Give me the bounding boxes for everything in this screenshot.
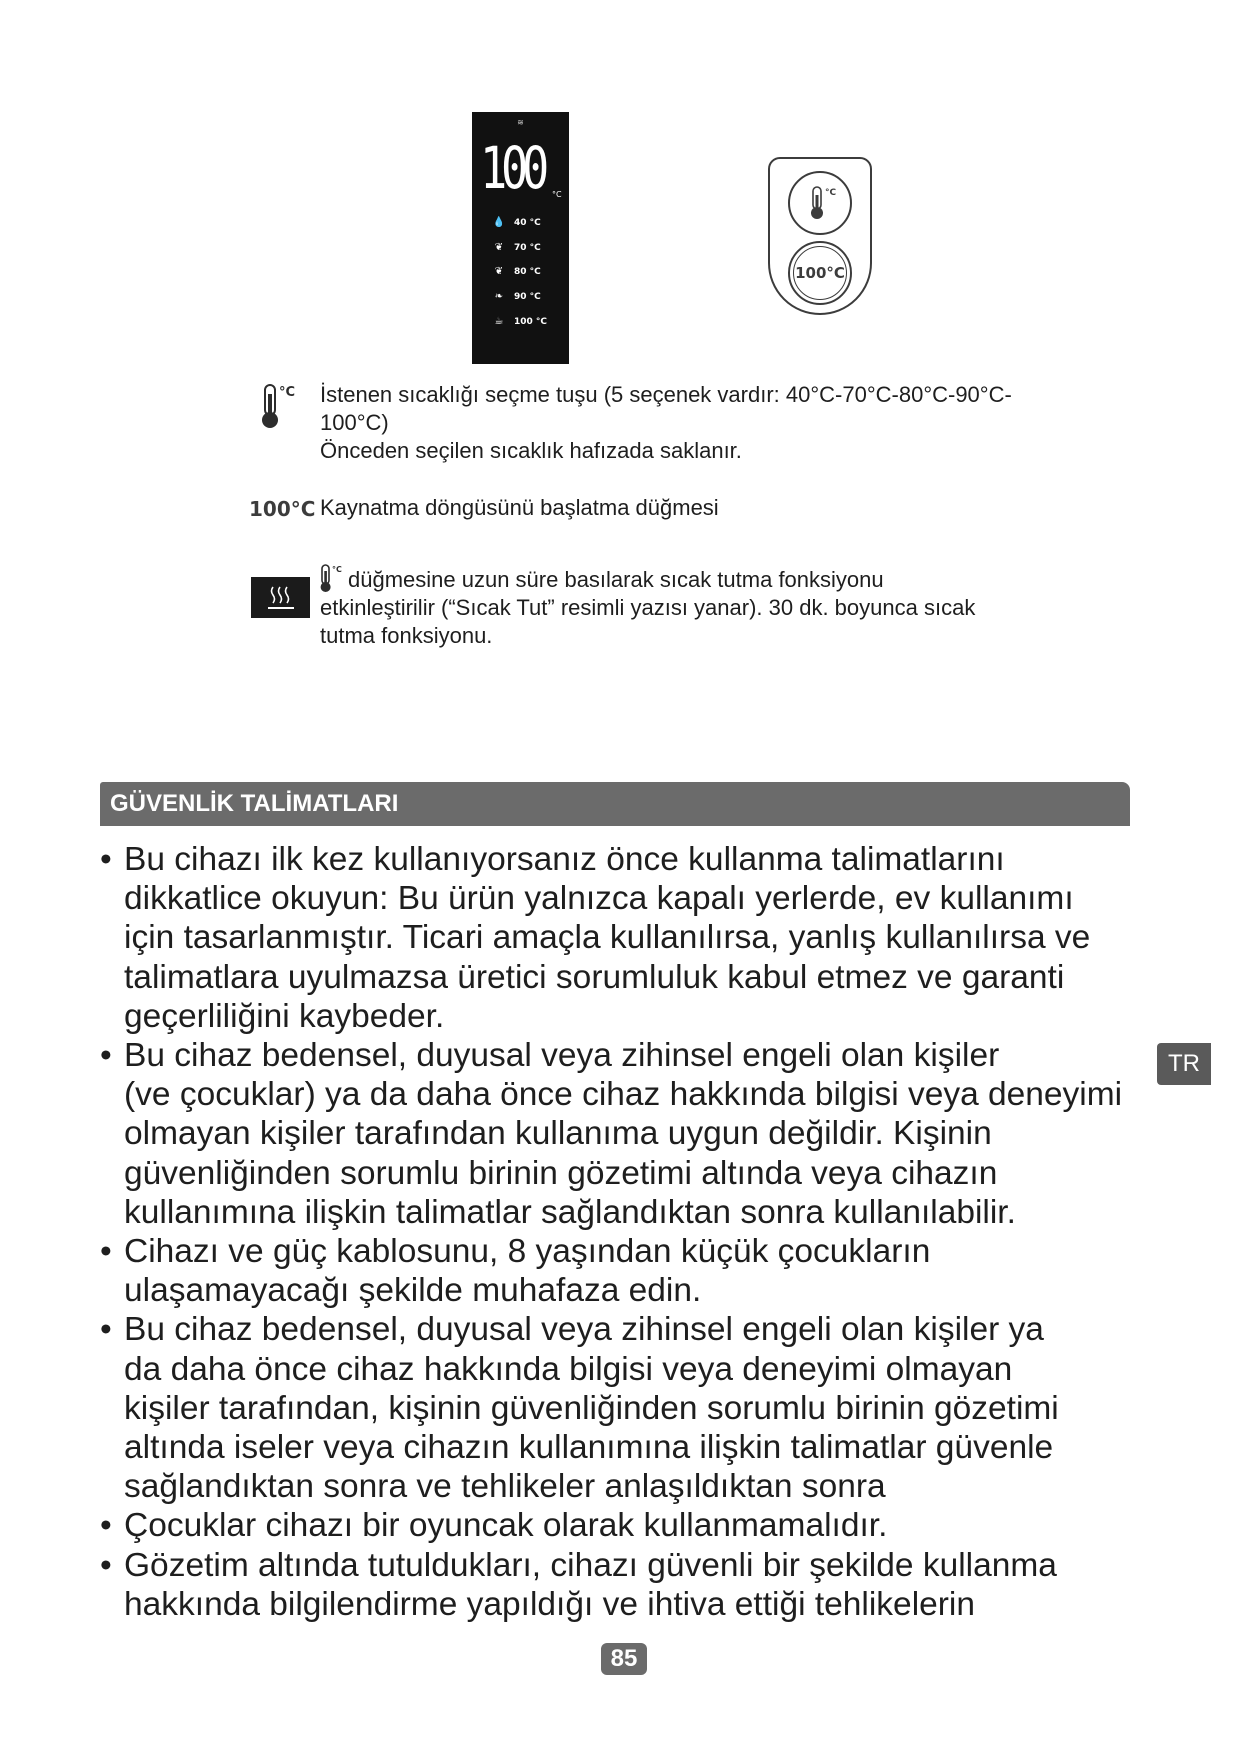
- description-line: düğmesine uzun süre basılarak sıcak tutma fonksiyonu: [348, 567, 884, 592]
- bullet-line: için tasarlanmıştır. Ticari amaçla kullanılırsa, yanlış kullanılırsa ve: [124, 919, 1091, 957]
- bullet-mark: •: [100, 841, 112, 878]
- bullet-line: ulaşamayacağı şekilde muhafaza edin.: [124, 1272, 702, 1310]
- temp-option-label: 40 °C: [514, 218, 541, 228]
- temperature-select-button: [788, 171, 852, 235]
- temp-unit-label: °C: [825, 188, 837, 198]
- temp-option-label: 80 °C: [514, 267, 541, 277]
- bullet-line: kullanımına ilişkin talimatlar sağlandıktan sonra kullanılabilir.: [124, 1193, 1016, 1231]
- bullet-line: da daha önce cihaz hakkında bilgisi veya deneyimi olmayan: [124, 1350, 1013, 1388]
- boil-button-symbol: 100°C: [249, 497, 316, 521]
- bullet-line: sağlandıktan sonra ve tehlikeler anlaşıldıktan sonra: [124, 1468, 886, 1506]
- legend-unit-label: °C: [279, 385, 296, 400]
- keep-warm-description: [320, 566, 975, 650]
- temp-select-description: [320, 381, 1012, 465]
- boil-description: Kaynatma döngüsünü başlatma düğmesi: [320, 495, 719, 520]
- boil-button-label: 100°C: [795, 264, 845, 282]
- control-panel-illustration: [768, 157, 872, 315]
- temp-option-label: 70 °C: [514, 243, 541, 253]
- description-line: etkinleştirilir (“Sıcak Tut” resimli yazısı yanar). 30 dk. boyunca sıcak: [320, 595, 976, 620]
- bullet-mark: •: [100, 1311, 112, 1349]
- bullet-line: geçerliliğini kaybeder.: [124, 997, 445, 1035]
- boil-button: [788, 241, 852, 305]
- list-item: [100, 1036, 1140, 1232]
- temp-option-80: [492, 265, 541, 279]
- bullet-line: güvenliğinden sorumlu birinin gözetimi altında veya cihazın: [124, 1154, 998, 1192]
- description-line: İstenen sıcaklığı seçme tuşu (5 seçenek vardır: 40°C-70°C-80°C-90°C-: [320, 382, 1012, 407]
- bullet-mark: •: [100, 1037, 112, 1075]
- temp-option-100: [492, 315, 547, 329]
- bullet-line: Gözetim altında tutuldukları, cihazı güvenli bir şekilde kullanma: [124, 1546, 1057, 1584]
- page-number: 85: [601, 1643, 647, 1675]
- description-line: 100°C): [320, 410, 389, 435]
- bullet-line: Bu cihazı ilk kez kullanıyorsanız önce kullanma talimatlarını: [124, 841, 1005, 878]
- bullet-line: hakkında bilgilendirme yapıldığı ve ihtiva ettiği tehlikelerin: [124, 1585, 975, 1623]
- temp-option-label: 100 °C: [514, 317, 548, 327]
- list-item: [100, 1546, 1140, 1624]
- bullet-line: Cihazı ve güç kablosunu, 8 yaşından küçük çocukların: [124, 1233, 931, 1271]
- temperature-readout: 100: [480, 134, 543, 202]
- water-drop-icon: 💧: [492, 217, 506, 228]
- leaf-icon: ❧: [494, 291, 504, 302]
- temp-option-40: [492, 216, 541, 230]
- bullet-line: olmayan kişiler tarafından kullanıma uygun değildir. Kişinin: [124, 1115, 992, 1153]
- bullet-line: altında iseler veya cihazın kullanımına ilişkin talimatlar güvenle: [124, 1429, 1054, 1467]
- bullet-mark: •: [100, 1546, 112, 1584]
- list-item: [100, 1310, 1140, 1506]
- description-line: Önceden seçilen sıcaklık hafızada saklanır.: [320, 438, 742, 463]
- list-item: [100, 1506, 1140, 1545]
- bullet-mark: •: [100, 1233, 112, 1271]
- list-item: [100, 1232, 1140, 1310]
- temp-option-70: [492, 241, 541, 255]
- keep-warm-icon: [251, 577, 310, 618]
- leaf-icon: ❦: [494, 266, 504, 277]
- display-panel-illustration: [472, 112, 569, 364]
- language-tab: TR: [1157, 1043, 1211, 1085]
- legend-unit-label: °C: [332, 565, 342, 574]
- bullet-mark: •: [100, 1507, 112, 1545]
- cup-icon: ☕: [494, 316, 504, 327]
- bullet-line: Bu cihaz bedensel, duyusal veya zihinsel engeli olan kişiler ya: [124, 1311, 1044, 1349]
- description-line: tutma fonksiyonu.: [320, 623, 493, 648]
- thermometer-icon: [798, 183, 842, 223]
- leaf-icon: ❦: [494, 242, 504, 253]
- temp-option-label: 90 °C: [514, 292, 541, 302]
- bullet-line: Çocuklar cihazı bir oyuncak olarak kullanmamalıdır.: [124, 1507, 888, 1545]
- bullet-line: kişiler tarafından, kişinin güvenliğinden sorumlu birinin gözetimi: [124, 1389, 1059, 1427]
- list-item: [100, 840, 1140, 1036]
- temp-option-90: [492, 290, 541, 304]
- section-title: GÜVENLİK TALİMATLARI: [100, 782, 1130, 826]
- readout-unit: °C: [552, 190, 562, 199]
- safety-instructions: [100, 840, 1140, 1624]
- bullet-line: (ve çocuklar) ya da daha önce cihaz hakkında bilgisi veya deneyimi: [124, 1076, 1123, 1114]
- bullet-line: talimatlara uyulmazsa üretici sorumluluk kabul etmez ve garanti: [124, 958, 1065, 996]
- bullet-line: dikkatlice okuyun: Bu ürün yalnızca kapalı yerlerde, ev kullanımı: [124, 880, 1074, 918]
- steam-mark-icon: ≋: [517, 118, 524, 127]
- thermometer-icon: [256, 382, 306, 430]
- bullet-line: Bu cihaz bedensel, duyusal veya zihinsel engeli olan kişiler: [124, 1037, 1000, 1075]
